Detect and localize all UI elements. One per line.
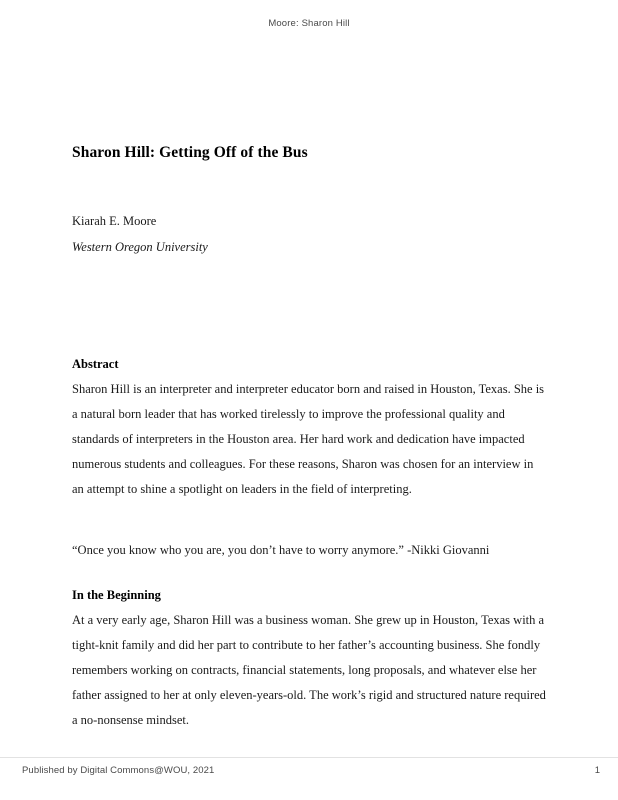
author-name: Kiarah E. Moore [72, 214, 157, 228]
abstract-section [72, 352, 546, 502]
abstract-paragraph: Sharon Hill is an interpreter and interpreter educator born and raised in Houston, Texas. She is a natural born leader that has worked tirelessly to improve the professional quality and standards of interpreters in the Houston area. Her hard work and dedication have impacted numerous students and colleagues. For these reasons, Sharon was chosen for an interview in an attempt to shine a spotlight on leaders in the field of interpreting. [72, 382, 545, 496]
author-block [72, 208, 546, 260]
running-header: Moore: Sharon Hill [268, 18, 350, 29]
epigraph-text: “Once you know who you are, you don’t have to worry anymore.” -Nikki Giovanni [72, 543, 490, 557]
abstract-heading: Abstract [72, 357, 119, 371]
author-affiliation: Western Oregon University [72, 240, 208, 254]
epigraph-section [72, 538, 546, 563]
footer-page-number: 1 [594, 765, 600, 776]
page-title: Sharon Hill: Getting Off of the Bus [72, 144, 308, 161]
in-the-beginning-section [72, 583, 546, 733]
in-the-beginning-heading: In the Beginning [72, 588, 161, 602]
footer-divider [0, 757, 618, 758]
in-the-beginning-paragraph: At a very early age, Sharon Hill was a business woman. She grew up in Houston, Texas with a tight-knit family and did her part to contribute to her father’s accounting business. She fondly remembers working on contracts, financial statements, long proposals, and whatever else her father assigned to her at only eleven-years-old. The work’s rigid and structured nature required a no-nonsense mindset. [72, 613, 546, 727]
page-footer [0, 765, 618, 785]
footer-publisher: Published by Digital Commons@WOU, 2021 [22, 765, 215, 776]
